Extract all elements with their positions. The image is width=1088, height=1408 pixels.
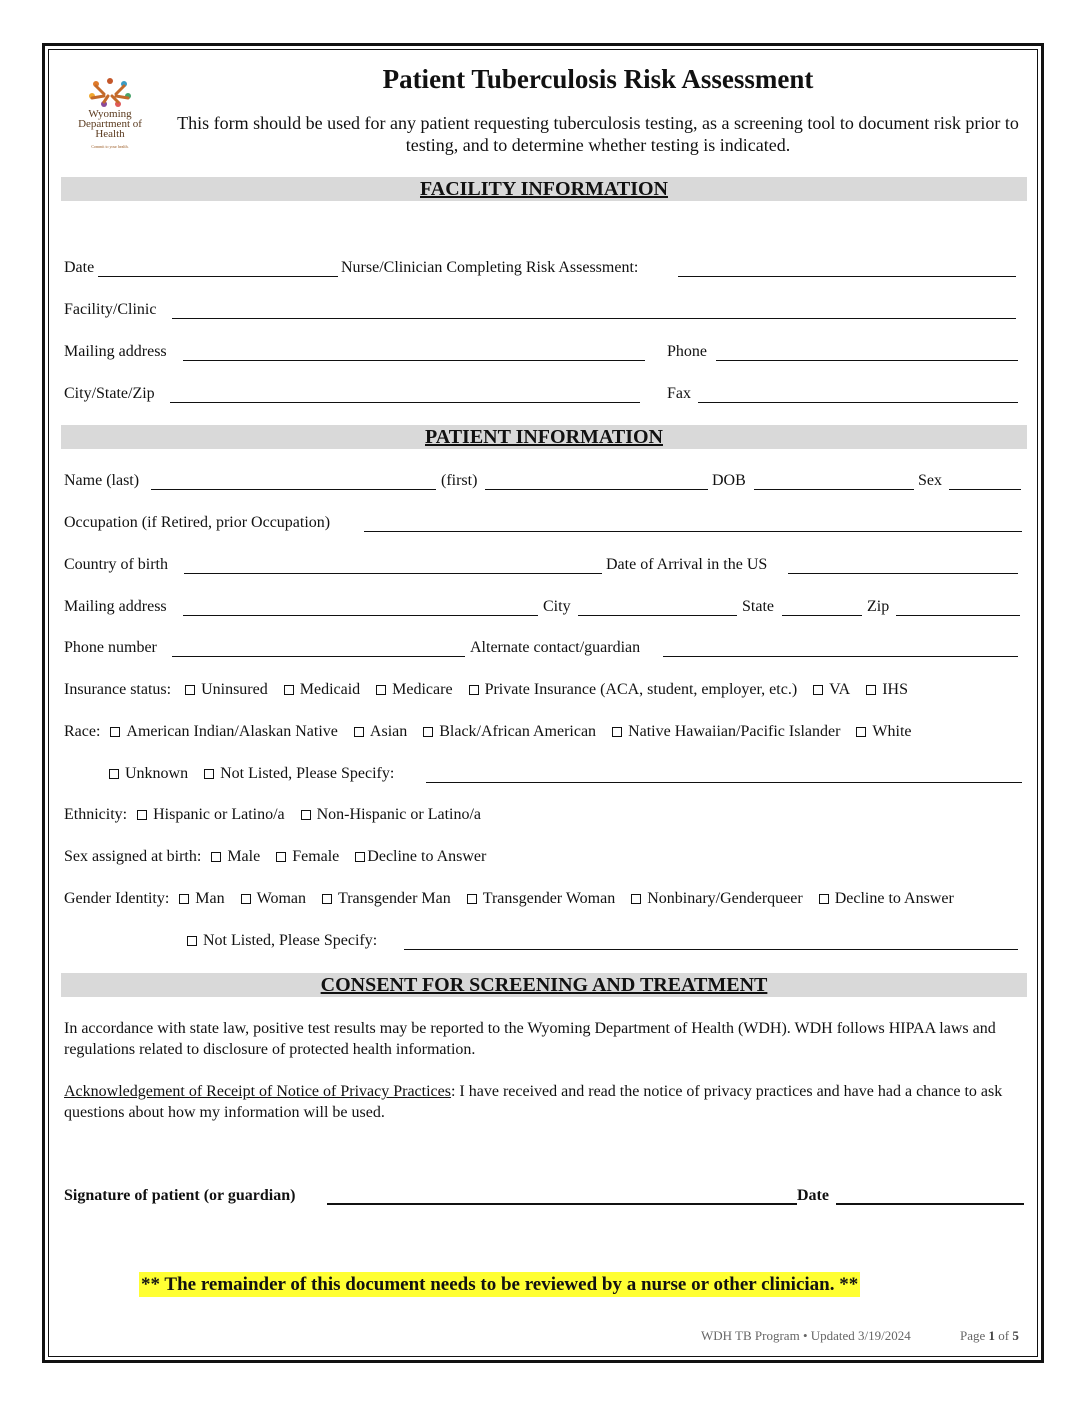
clinician-review-notice: ** The remainder of this document needs to be reviewed by a nurse or other clinician. ** xyxy=(141,1274,859,1295)
insurance-label: Insurance status: xyxy=(64,681,172,698)
checkbox[interactable] xyxy=(376,685,386,695)
state-label: State xyxy=(742,598,774,615)
consent-paragraph: In accordance with state law, positive test results may be reported to the Wyoming Department of Health (WDH). WDH follows HIPAA laws and regulations related to disclosure of protected health information. xyxy=(64,1020,996,1058)
gender-option-man[interactable]: Man xyxy=(179,890,224,907)
signature-field[interactable] xyxy=(327,1203,797,1205)
consent-heading: CONSENT FOR SCREENING AND TREATMENT xyxy=(320,974,768,996)
patient-heading: PATIENT INFORMATION xyxy=(425,426,663,448)
footer-updated: Updated 3/19/2024 xyxy=(810,1328,911,1343)
alternate-contact-field[interactable] xyxy=(663,656,1018,657)
race-option-white[interactable]: White xyxy=(856,723,911,740)
facility-phone-label: Phone xyxy=(667,343,707,360)
logo-text: Wyoming Department of Health xyxy=(78,108,142,140)
checkbox[interactable] xyxy=(241,894,251,904)
insurance-option-private[interactable]: Private Insurance (ACA, student, employer, etc.) xyxy=(469,681,798,698)
nurse-field[interactable] xyxy=(678,276,1016,277)
checkbox[interactable] xyxy=(469,685,479,695)
gender-row xyxy=(64,887,954,911)
signature-date-label: Date xyxy=(797,1187,829,1204)
sex-birth-option-female[interactable]: Female xyxy=(276,848,339,865)
patient-mailing-label: Mailing address xyxy=(64,598,167,615)
sex-birth-label: Sex assigned at birth: xyxy=(64,848,202,865)
insurance-option-va[interactable]: VA xyxy=(813,681,850,698)
checkbox[interactable] xyxy=(301,810,311,820)
phone-number-field[interactable] xyxy=(172,656,465,657)
consent-section-header xyxy=(61,973,1027,997)
signature-label: Signature of patient (or guardian) xyxy=(64,1187,296,1204)
gender-label: Gender Identity: xyxy=(64,890,170,907)
facility-phone-field[interactable] xyxy=(716,360,1018,361)
dob-label: DOB xyxy=(712,472,746,489)
checkbox[interactable] xyxy=(211,852,221,862)
date-label: Date xyxy=(64,259,95,276)
gender-option-transgender-man[interactable]: Transgender Man xyxy=(322,890,451,907)
checkbox[interactable] xyxy=(467,894,477,904)
gender-row-2 xyxy=(187,929,377,953)
footer-program-name: WDH TB Program xyxy=(701,1328,800,1343)
arrival-field[interactable] xyxy=(788,573,1018,574)
insurance-option-medicaid[interactable]: Medicaid xyxy=(284,681,360,698)
race-option-asian[interactable]: Asian xyxy=(354,723,407,740)
checkbox[interactable] xyxy=(110,727,120,737)
sex-field[interactable] xyxy=(949,489,1021,490)
country-field[interactable] xyxy=(184,573,602,574)
race-option-unknown[interactable]: Unknown xyxy=(109,765,188,782)
page-border-inner xyxy=(48,49,1038,1357)
race-option-native-hawaiian[interactable]: Native Hawaiian/Pacific Islander xyxy=(612,723,840,740)
footer-page-number: Page 1 of 5 xyxy=(960,1328,1019,1343)
signature-date-field[interactable] xyxy=(836,1203,1024,1205)
checkbox[interactable] xyxy=(856,727,866,737)
city-label: City xyxy=(543,598,571,615)
arrival-label: Date of Arrival in the US xyxy=(606,556,768,573)
facility-fax-label: Fax xyxy=(667,385,691,402)
race-option-not-listed[interactable]: Not Listed, Please Specify: xyxy=(204,765,394,782)
name-last-label: Name (last) xyxy=(64,472,140,489)
zip-field[interactable] xyxy=(896,615,1020,616)
race-label: Race: xyxy=(64,723,101,740)
checkbox[interactable] xyxy=(866,685,876,695)
checkbox[interactable] xyxy=(187,936,197,946)
phone-number-label: Phone number xyxy=(64,639,157,656)
checkbox[interactable] xyxy=(137,810,147,820)
checkbox[interactable] xyxy=(631,894,641,904)
sex-label: Sex xyxy=(918,472,942,489)
dob-field[interactable] xyxy=(754,489,914,490)
checkbox[interactable] xyxy=(179,894,189,904)
acknowledgement-title: Acknowledgement of Receipt of Notice of Privacy Practices xyxy=(64,1083,451,1100)
intro-text: This form should be used for any patient requesting tuberculosis testing, as a screening tool to document risk prior to testing, and to determine whether testing is indicated. xyxy=(177,113,1019,155)
facility-fax-field[interactable] xyxy=(698,402,1018,403)
ethnicity-option-non-hispanic[interactable]: Non-Hispanic or Latino/a xyxy=(301,806,481,823)
checkbox[interactable] xyxy=(354,727,364,737)
gender-option-nonbinary[interactable]: Nonbinary/Genderqueer xyxy=(631,890,803,907)
gender-specify-field[interactable] xyxy=(404,949,1018,950)
race-row xyxy=(64,720,924,744)
country-label: Country of birth xyxy=(64,556,168,573)
alternate-contact-label: Alternate contact/guardian xyxy=(470,639,641,656)
checkbox[interactable] xyxy=(284,685,294,695)
gender-option-transgender-woman[interactable]: Transgender Woman xyxy=(467,890,615,907)
name-first-label: (first) xyxy=(441,472,478,489)
sex-birth-row xyxy=(64,845,486,869)
facility-section-header xyxy=(61,177,1027,201)
page-title: Patient Tuberculosis Risk Assessment xyxy=(382,64,814,94)
facility-field[interactable] xyxy=(172,318,1016,319)
ethnicity-row xyxy=(64,803,493,827)
acknowledgement-text: : I have received and read the notice of privacy practices and have had a chance to ask questions about how my information will be used. xyxy=(64,1083,1003,1121)
checkbox[interactable] xyxy=(813,685,823,695)
gender-option-decline[interactable]: Decline to Answer xyxy=(819,890,954,907)
checkbox[interactable] xyxy=(204,769,214,779)
date-field[interactable] xyxy=(98,276,338,277)
name-first-field[interactable] xyxy=(485,489,708,490)
checkbox[interactable] xyxy=(819,894,829,904)
facility-heading: FACILITY INFORMATION xyxy=(420,178,668,200)
race-specify-field[interactable] xyxy=(426,782,1022,783)
state-field[interactable] xyxy=(782,615,862,616)
logo-tagline: Commit to your health. xyxy=(91,144,129,149)
insurance-option-medicare[interactable]: Medicare xyxy=(376,681,452,698)
facility-label: Facility/Clinic xyxy=(64,301,157,318)
zip-label: Zip xyxy=(867,598,890,615)
checkbox[interactable] xyxy=(423,727,433,737)
ethnicity-option-hispanic[interactable]: Hispanic or Latino/a xyxy=(137,806,285,823)
sex-birth-option-male[interactable]: Male xyxy=(211,848,260,865)
checkbox[interactable] xyxy=(109,769,119,779)
gender-option-not-listed[interactable]: Not Listed, Please Specify: xyxy=(187,932,377,949)
checkbox[interactable] xyxy=(322,894,332,904)
facility-mailing-label: Mailing address xyxy=(64,343,167,360)
checkbox[interactable] xyxy=(612,727,622,737)
checkbox[interactable] xyxy=(185,685,195,695)
acknowledgement-paragraph xyxy=(64,1081,1024,1123)
facility-mailing-field[interactable] xyxy=(183,360,645,361)
occupation-label: Occupation (if Retired, prior Occupation) xyxy=(64,514,331,531)
patient-mailing-field[interactable] xyxy=(183,615,538,616)
ethnicity-label: Ethnicity: xyxy=(64,806,128,823)
checkbox[interactable] xyxy=(355,852,365,862)
insurance-row xyxy=(64,678,920,702)
facility-row-date xyxy=(64,256,94,280)
facility-city-label: City/State/Zip xyxy=(64,385,155,402)
race-row-2 xyxy=(109,762,394,786)
city-field[interactable] xyxy=(578,615,737,616)
insurance-option-ihs[interactable]: IHS xyxy=(866,681,908,698)
sex-birth-option-decline[interactable]: Decline to Answer xyxy=(355,848,486,865)
facility-city-field[interactable] xyxy=(170,402,640,403)
footer-program: WDH TB Program • Updated 3/19/2024 xyxy=(701,1328,911,1343)
gender-option-woman[interactable]: Woman xyxy=(241,890,306,907)
race-option-black[interactable]: Black/African American xyxy=(423,723,596,740)
patient-section-header xyxy=(61,425,1027,449)
nurse-label: Nurse/Clinician Completing Risk Assessment: xyxy=(341,259,639,276)
race-option-american-indian[interactable]: American Indian/Alaskan Native xyxy=(110,723,337,740)
checkbox[interactable] xyxy=(276,852,286,862)
insurance-option-uninsured[interactable]: Uninsured xyxy=(185,681,268,698)
name-last-field[interactable] xyxy=(151,489,436,490)
occupation-field[interactable] xyxy=(364,531,1022,532)
